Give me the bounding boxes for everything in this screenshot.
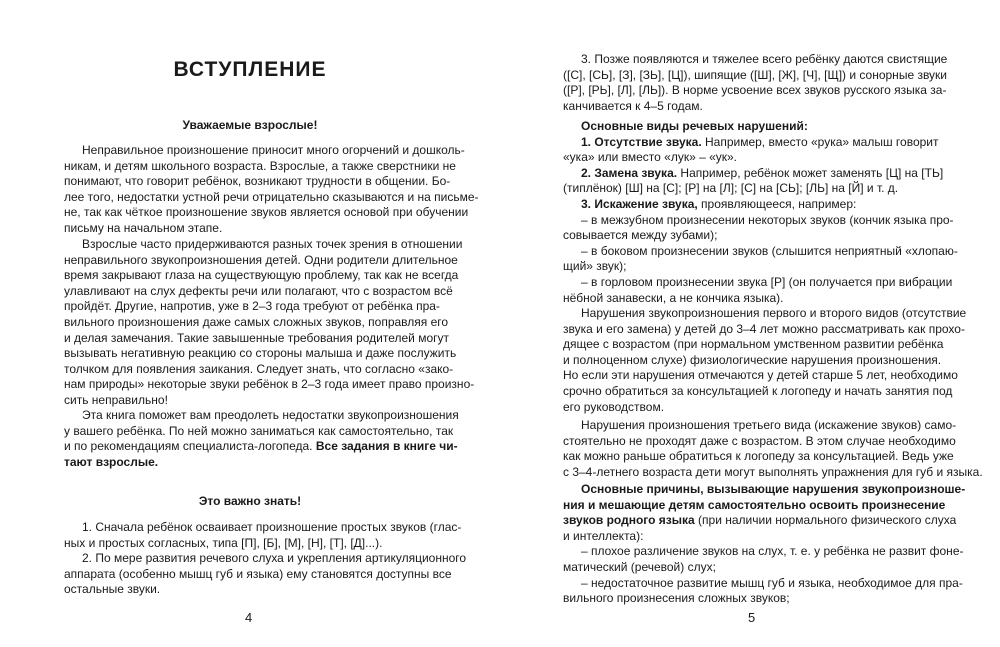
text-line: сить неправильно! — [64, 392, 168, 407]
text-line: 3. Позже появляются и тяжелее всего ребёнку даются свистящие — [581, 52, 948, 66]
text-line: пройдёт. Другие, напротив, уже в 2–3 года требуют от ребёнка пра- — [64, 299, 440, 314]
text-line: – в боковом произнесении звуков (слышится неприятный «хлопаю- — [581, 243, 958, 258]
list-item-3 — [563, 52, 949, 114]
text-line: вильного произношения даже самых сложных звуков, поправляя его — [64, 314, 449, 329]
text-line: канчивается к 4–5 годам. — [563, 98, 703, 113]
bold-text: 2. Замена звука. — [581, 165, 678, 180]
text-line: Неправильное произношение приносит много огорчений и дошколь- — [82, 143, 465, 157]
text-line — [64, 439, 458, 455]
page-number: 4 — [245, 610, 253, 625]
text-line: Взрослые часто придерживаются разных точек зрения в отношении — [82, 237, 463, 251]
text-run: проявляющееся, например: — [697, 196, 857, 211]
text-line: 1. Сначала ребёнок осваивает произношение простых звуков (глас- — [82, 520, 462, 534]
text-line: ных и простых согласных, типа [П], [Б], [М], [Н], [Т], [Д]...). — [64, 535, 383, 550]
left-page — [64, 0, 479, 647]
bold-text: Все задания в книге чи- — [315, 439, 458, 454]
paragraph-disorders — [563, 306, 967, 415]
text-line: стоятельно не проходят даже с возрастом. В этом случае необходимо — [563, 433, 956, 448]
text-line: нам природы» некоторые звуки ребёнок в 2–3 года имеет право произно- — [64, 377, 475, 392]
bold-text: 3. Искажение звука, — [581, 196, 698, 211]
text-line: – плохое различение звуков на слух, т. е. у ребёнка не развит фоне- — [581, 544, 964, 559]
text-line: – в горловом произнесении звука [Р] (он получается при вибрации — [581, 274, 953, 289]
text-line: – в межзубном произнесении некоторых звуков (кончик языка про- — [581, 212, 954, 227]
text-line — [563, 166, 949, 182]
text-line: совывается между зубами); — [563, 228, 718, 243]
text-line: Нарушения звукопроизношения первого и второго видов (отсутствие — [581, 306, 967, 320]
section-heading: Основные виды речевых нарушений: — [581, 119, 808, 133]
text-line: вильного произнесения сложных звуков; — [563, 591, 790, 606]
bold-text: ния и мешающие детям самостоятельно освоить произнесение — [563, 497, 946, 512]
text-line: у вашего ребёнка. По ней можно заниматься как самостоятельно, так — [64, 423, 454, 438]
text-line: и полноценном слухе) физиологические нарушения произношения. — [563, 352, 942, 367]
text-line: лее того, недостатки устной речи отрицательно сказываются и на письме- — [64, 189, 479, 204]
text-line — [563, 135, 949, 151]
text-line: письму на начальном этапе. — [64, 220, 223, 235]
text-line: ([Р], [РЬ], [Л], [ЛЬ]). В норме усвоение всех звуков русского языка за- — [563, 83, 947, 98]
text-run: Например, ребёнок может заменять [Ц] на [ТЬ] — [677, 165, 944, 180]
text-run: и по рекомендациям специалиста-логопеда. — [64, 439, 313, 454]
text-run: Например, вместо «рука» малыш говорит — [701, 134, 939, 149]
text-line — [563, 197, 949, 213]
text-line: время закрывают глаза на существующую проблему, так как не всегда — [64, 268, 459, 283]
text-line: его руководством. — [563, 399, 665, 414]
text-line: понимают, что говорит ребёнок, возникают трудности в общении. Бо- — [64, 174, 451, 189]
text-line: матический (речевой) слух; — [563, 559, 716, 574]
paragraph-intro — [64, 143, 479, 237]
text-line: улавливают на слух дефекты речи или полагают, что с возрастом всё — [64, 283, 453, 298]
text-line: неправильного звукопроизношения детей. Одни родители длительное — [64, 252, 458, 267]
bold-text: звуков родного языка — [563, 513, 695, 528]
bold-text: 1. Отсутствие звука. — [581, 134, 702, 149]
text-line: толчком для появления заикания. Следует знать, что согласно «зако- — [64, 361, 454, 376]
salutation: Уважаемые взрослые! — [182, 118, 318, 132]
text-line: и интеллекта): — [563, 528, 644, 543]
text-line: Эта книга поможет вам преодолеть недостатки звукопроизношения — [82, 408, 459, 422]
text-line: как можно раньше обратиться к логопеду за консультацией. Ведь уже — [563, 449, 954, 464]
list-item-1 — [64, 520, 462, 551]
right-page — [563, 0, 983, 647]
text-line: нёбной занавески, а не кончика языка). — [563, 290, 784, 305]
page-number: 5 — [748, 610, 756, 625]
paragraph-book — [64, 408, 459, 470]
list-item-2 — [64, 551, 467, 598]
text-line: Нарушения произношения третьего вида (искажение звуков) само- — [581, 418, 957, 432]
text-line: звука и его замена) у детей до 3–4 лет можно рассматривать как прохо- — [563, 321, 965, 336]
text-line: никам, и детям школьного возраста. Взрослые, а также сверстники не — [64, 158, 456, 173]
paragraph-third-type — [563, 418, 983, 480]
text-line: остальные звуки. — [64, 582, 161, 597]
page-title: ВСТУПЛЕНИЕ — [173, 58, 327, 81]
text-line: Но если эти нарушения отмечаются у детей старше 5 лет, необходимо — [563, 368, 958, 383]
text-line: аппарата (особенно мышц губ и языка) ему становятся доступны все — [64, 566, 452, 581]
text-line: срочно обратиться за консультацией к логопеду и начать занятия под — [563, 383, 953, 398]
paragraph-opinions — [64, 237, 475, 409]
speech-disorders-types — [563, 119, 958, 306]
bold-text: тают взрослые. — [64, 454, 159, 469]
text-line: не, так как чёткое произношение звуков является основой при обучении — [64, 205, 469, 220]
text-line: (типлёнок) [Ш] на [С]; [Р] на [Л]; [С] на [СЬ]; [ЛЬ] на [Й] и т. д. — [563, 181, 899, 196]
text-line: «ука» или вместо «лук» – «ук». — [563, 150, 738, 165]
text-line: – недостаточное развитие мышц губ и языка, необходимое для пра- — [581, 575, 963, 590]
text-line: и делая замечания. Такие завышенные требования родителей могут — [64, 330, 450, 345]
text-line — [563, 513, 957, 529]
text-line: ([С], [СЬ], [З], [ЗЬ], [Ц]), шипящие ([Ш], [Ж], [Ч], [Щ]) и сонорные звуки — [563, 67, 948, 82]
paragraph-causes — [563, 482, 966, 607]
text-line: дящее с возрастом (при нормальном умственном развитии ребёнка — [563, 337, 944, 352]
bold-text: Основные причины, вызывающие нарушения звукопроизноше- — [581, 482, 966, 496]
text-line: 2. По мере развития речевого слуха и укрепления артикуляционного — [82, 551, 467, 565]
text-line: с 3–4-летнего возраста дети могут выполнять упражнения для губ и языка. — [563, 464, 983, 479]
text-line: вызывать негативную реакцию со стороны малыша и даже послужить — [64, 346, 457, 361]
important-heading: Это важно знать! — [198, 494, 302, 508]
text-line: щий» звук); — [563, 259, 627, 274]
text-run: (при наличии нормального физического слуха — [694, 513, 957, 528]
